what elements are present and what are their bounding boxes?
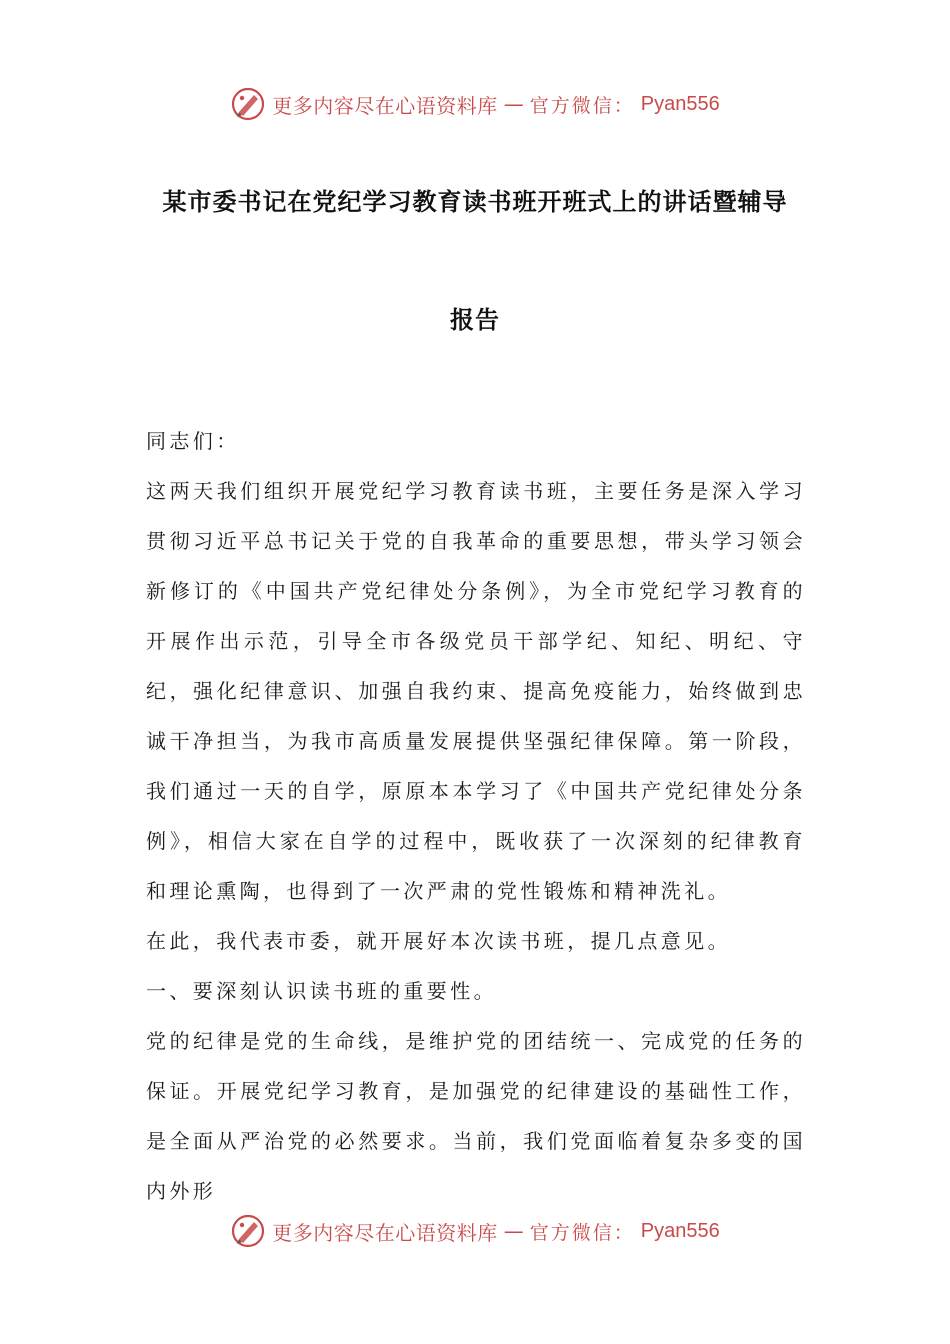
pen-logo-icon [230,1213,266,1249]
paragraph: 这两天我们组织开展党纪学习教育读书班，主要任务是深入学习贯彻习近平总书记关于党的自我革命的重要思想，带头学习领会新修订的《中国共产党纪律处分条例》，为全市党纪学习教育的开展作出示范，引导全市各级党员干部学纪、知纪、明纪、守纪，强化纪律意识、加强自我约束、提高免疫能力，始终做到忠诚干净担当，为我市高质量发展提供坚强纪律保障。第一阶段，我们通过一天的自学，原原本本学习了《中国共产党纪律处分条例》，相信大家在自学的过程中，既收获了一次深刻的纪律教育和理论熏陶，也得到了一次严肃的党性锻炼和精神洗礼。 [146,479,806,903]
watermark-id: Pyan556 [640,92,720,115]
watermark-label: 官方微信： [529,1221,635,1244]
watermark-text: 更多内容尽在心语资料库 [272,1220,498,1245]
watermark-text: 更多内容尽在心语资料库 [272,93,498,118]
paragraph: 党的纪律是党的生命线，是维护党的团结统一、完成党的任务的保证。开展党纪学习教育，是加强党的纪律建设的基础性工作，是全面从严治党的必然要求。当前，我们党面临着复杂多变的国内外形 [146,1029,806,1203]
watermark-footer [0,1211,950,1251]
watermark-separator: — [503,1219,524,1243]
paragraph: 在此，我代表市委，就开展好本次读书班，提几点意见。 [146,929,731,953]
salutation: 同志们： [146,429,240,453]
watermark-separator: — [503,92,524,116]
watermark-label: 官方微信： [529,94,635,117]
watermark-header [0,84,950,124]
pen-logo-icon [230,86,266,122]
document-title-line-1: 某市委书记在党纪学习教育读书班开班式上的讲话暨辅导 [162,188,788,216]
document-title-line-2: 报告 [450,306,500,334]
watermark-id: Pyan556 [640,1219,720,1242]
section-heading: 一、要深刻认识读书班的重要性。 [146,979,497,1003]
document-body [146,416,806,1216]
